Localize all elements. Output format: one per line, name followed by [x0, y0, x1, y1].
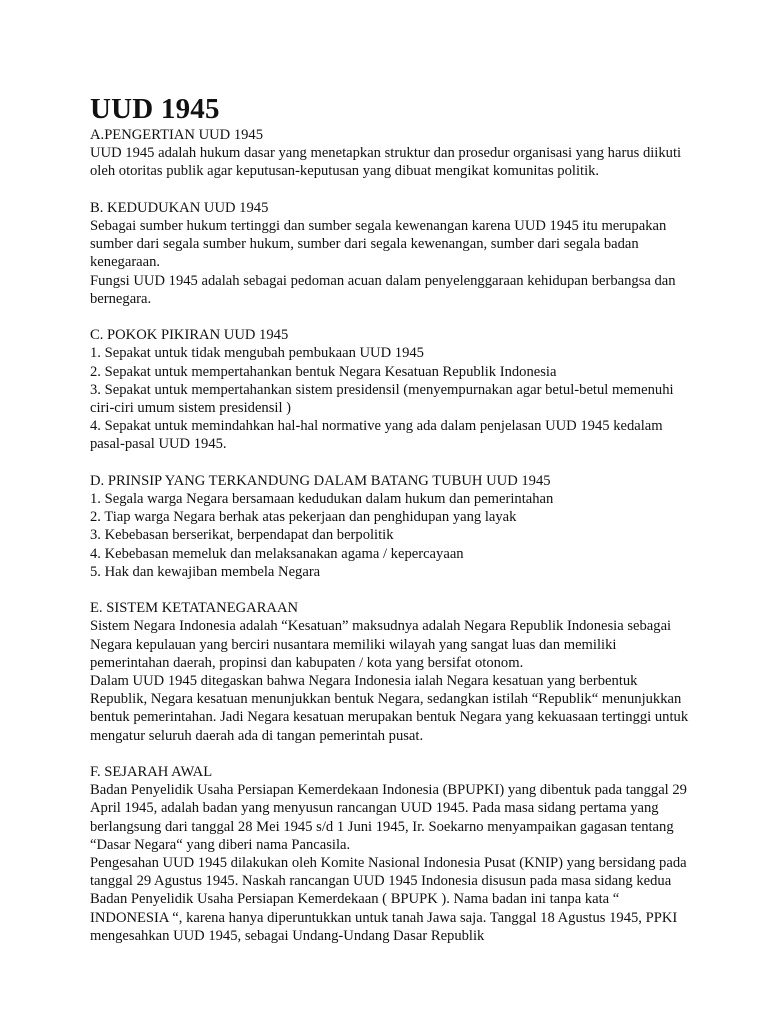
list-item: 1. Segala warga Negara bersamaan kedudukan dalam hukum dan pemerintahan — [90, 491, 554, 508]
list-item: 3. Sepakat untuk mempertahankan sistem presidensil (menyempurnakan agar betul-betul memenuhi ciri-ciri umum sistem presidensil ) — [90, 381, 674, 417]
paragraph: UUD 1945 adalah hukum dasar yang menetapkan struktur dan prosedur organisasi yang harus diikuti oleh otoritas publik agar keputusan-keputusan yang dibuat mengikat komunitas politik. — [90, 145, 682, 180]
list-item: 1. Sepakat untuk tidak mengubah pembukaan UUD 1945 — [90, 345, 424, 362]
section-heading: F. SEJARAH AWAL — [90, 764, 213, 781]
paragraph: Pengesahan UUD 1945 dilakukan oleh Komite Nasional Indonesia Pusat (KNIP) yang bersidang pada tanggal 29 Agustus 1945. Naskah rancangan UUD 1945 Indonesia disusun pada masa sidang kedua Badan Penyelidik Usaha Persiapan Kemerdekaan ( BPUPK ). Nama badan ini tanpa kata “ INDONESIA “, karena hanya diperuntukkan untuk tanah Jawa saja. Tanggal 18 Agustus 1945, PPKI mengesahkan UUD 1945, sebagai Undang-Undang Dasar Republik — [90, 855, 687, 944]
section-pengertian — [90, 126, 690, 181]
list-item: 2. Sepakat untuk mempertahankan bentuk Negara Kesatuan Republik Indonesia — [90, 363, 557, 380]
list-item: 4. Kebebasan memeluk dan melaksanakan agama / kepercayaan — [90, 545, 464, 562]
list-item: 5. Hak dan kewajiban membela Negara — [90, 563, 321, 580]
section-heading: D. PRINSIP YANG TERKANDUNG DALAM BATANG TUBUH UUD 1945 — [90, 472, 551, 489]
section-pokok-pikiran — [90, 326, 690, 453]
document-page — [90, 92, 690, 963]
paragraph: Sebagai sumber hukum tertinggi dan sumber segala kewenangan karena UUD 1945 itu merupakan sumber dari segala sumber hukum, sumber dari segala kewenangan, sumber dari segala badan kenegaraan. — [90, 218, 667, 271]
section-heading: C. POKOK PIKIRAN UUD 1945 — [90, 327, 289, 344]
section-heading: E. SISTEM KETATANEGARAAN — [90, 600, 299, 617]
paragraph: Sistem Negara Indonesia adalah “Kesatuan” maksudnya adalah Negara Republik Indonesia sebagai Negara kepulauan yang berciri nusantara memiliki wilayah yang sangat luas dan memiliki pemerintahan daerah, propinsi dan kabupaten / kota yang bersifat otonom. — [90, 618, 672, 671]
document-title: UUD 1945 — [90, 93, 220, 125]
section-heading: A.PENGERTIAN UUD 1945 — [90, 127, 264, 143]
section-heading: B. KEDUDUKAN UUD 1945 — [90, 199, 269, 216]
paragraph: Fungsi UUD 1945 adalah sebagai pedoman acuan dalam penyelenggaraan kehidupan berbangsa dan bernegara. — [90, 272, 676, 307]
section-prinsip — [90, 472, 690, 581]
section-sistem-ketatanegaraan — [90, 599, 690, 745]
list-item: 4. Sepakat untuk memindahkan hal-hal normative yang ada dalam penjelasan UUD 1945 kedalam pasal-pasal UUD 1945. — [90, 418, 663, 453]
list-item: 2. Tiap warga Negara berhak atas pekerjaan dan penghidupan yang layak — [90, 509, 517, 526]
list-item: 3. Kebebasan berserikat, berpendapat dan berpolitik — [90, 527, 394, 544]
section-sejarah-awal — [90, 763, 690, 945]
section-kedudukan — [90, 199, 690, 308]
paragraph: Badan Penyelidik Usaha Persiapan Kemerdekaan Indonesia (BPUPKI) yang dibentuk pada tanggal 29 April 1945, adalah badan yang menyusun rancangan UUD 1945. Pada masa sidang pertama yang berlangsung dari tanggal 28 Mei 1945 s/d 1 Juni 1945, Ir. Soekarno menyampaikan gagasan tentang “Dasar Negara“ yang diberi nama Pancasila. — [90, 782, 687, 853]
paragraph: Dalam UUD 1945 ditegaskan bahwa Negara Indonesia ialah Negara kesatuan yang berbentuk Republik, Negara kesatuan menunjukkan bentuk Negara, sedangkan istilah “Republik“ menunjukkan bentuk pemerintahan. Jadi Negara kesatuan merupakan bentuk Negara yang kekuasaan tertinggi untuk mengatur seluruh daerah ada di tangan pemerintah pusat. — [90, 673, 689, 744]
